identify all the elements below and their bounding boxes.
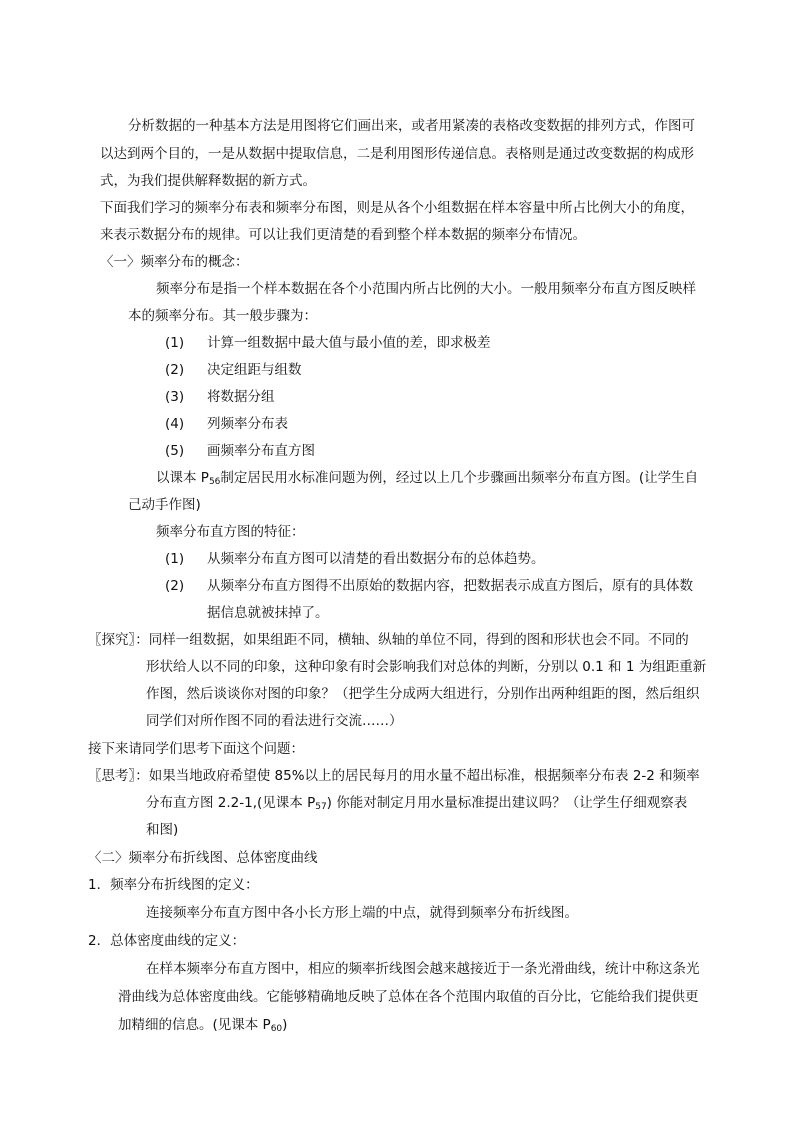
explore-line-1: 〖探究〗：同样一组数据，如果组距不同，横轴、纵轴的单位不同，得到的图和形状也会不同。不同的 (88, 632, 689, 648)
step-number: (3) (165, 389, 185, 405)
step-1 (165, 334, 491, 352)
feature-number: (2) (165, 578, 185, 594)
step-number: (1) (165, 335, 185, 351)
step-2 (165, 361, 302, 379)
explore-line-4: 同学们对所作图不同的看法进行交流……） (146, 713, 403, 729)
intro-p2-line-2: 来表示数据分布的规律。可以让我们更清楚的看到整个样本数据的频率分布情况。 (100, 227, 586, 243)
item2-line-3: 加精细的信息。(见课本 $P_{60}$) (118, 1017, 288, 1034)
step-number: (5) (165, 443, 185, 459)
step-3 (165, 388, 275, 406)
intro-p1-line-1: 分析数据的一种基本方法是用图将它们画出来，或者用紧凑的表格改变数据的排列方式，作图可 (128, 118, 695, 134)
step-text: 决定组距与组数 (207, 362, 302, 378)
item2-line-2: 滑曲线为总体密度曲线。它能够精确地反映了总体在各个范围内取值的百分比，它能给我们提供更 (118, 989, 699, 1005)
step-text: 将数据分组 (207, 389, 275, 405)
feature-text: 从频率分布直方图可以清楚的看出数据分布的总体趋势。 (207, 551, 545, 567)
feature-text: 从频率分布直方图得不出原始的数据内容，把数据表示成直方图后，原有的具体数 (207, 578, 693, 594)
section1-def-line-1: 频率分布是指一个样本数据在各个小范围内所占比例的大小。一般用频率分布直方图反映样 (156, 281, 696, 297)
think-line-3: 和图) (146, 822, 179, 838)
step-5 (165, 442, 315, 460)
features-title: 频率分布直方图的特征： (156, 524, 305, 540)
explore-line-3: 作图，然后谈谈你对图的印象？（把学生分成两大组进行，分别作出两种组距的图，然后组织 (146, 686, 700, 702)
feature-number: (1) (165, 551, 185, 567)
step-text: 列频率分布表 (207, 416, 288, 432)
section1-def-line-2: 本的频率分布。其一般步骤为： (128, 308, 317, 324)
step-text: 画频率分布直方图 (207, 443, 315, 459)
section2-heading: 〈二〉频率分布折线图、总体密度曲线 (88, 850, 318, 866)
item2-title: 2．总体密度曲线的定义： (88, 933, 246, 949)
step-4 (165, 415, 288, 433)
intro-p1-line-2: 以达到两个目的，一是从数据中提取信息，二是利用图形传递信息。表格则是通过改变数据的构成形 (100, 146, 694, 162)
step-text: 计算一组数据中最大值与最小值的差，即求极差 (207, 335, 491, 351)
item1-title: 1．频率分布折线图的定义： (88, 877, 259, 893)
feature-2 (165, 577, 693, 595)
step-number: (2) (165, 362, 185, 378)
item2-line-1: 在样本频率分布直方图中，相应的频率折线图会越来越接近于一条光滑曲线，统计中称这条光 (146, 961, 700, 977)
think-line-2: 分布直方图 2.2-1,(见课本 $P_{57}$) 你能对制定月用水量标准提出建议吗？（让学生仔细观察表 (146, 795, 688, 812)
item1-text: 连接频率分布直方图中各小长方形上端的中点，就得到频率分布折线图。 (146, 905, 578, 921)
step-number: (4) (165, 416, 185, 432)
example-line-1: 以课本 $P_{56}$制定居民用水标准问题为例，经过以上几个步骤画出频率分布直方图。(让学生自 (156, 470, 699, 487)
next-question: 接下来请同学们思考下面这个问题： (88, 741, 304, 757)
intro-p2-line-1: 下面我们学习的频率分布表和频率分布图，则是从各个小组数据在样本容量中所占比例大小的角度， (100, 200, 694, 216)
feature-1 (165, 550, 545, 568)
feature-2-cont: 据信息就被抹掉了。 (207, 605, 329, 621)
think-line-1: 〖思考〗：如果当地政府希望使 85%以上的居民每月的用水量不超出标准，根据频率分布表 2-2 和频率 (88, 768, 700, 784)
section1-heading: 〈一〉频率分布的概念： (100, 254, 249, 270)
explore-line-2: 形状给人以不同的印象，这种印象有时会影响我们对总体的判断，分别以 0.1 和 1 为组距重新 (146, 659, 707, 675)
example-line-2: 己动手作图) (128, 497, 201, 513)
intro-p1-line-3: 式，为我们提供解释数据的新方式。 (100, 173, 316, 189)
